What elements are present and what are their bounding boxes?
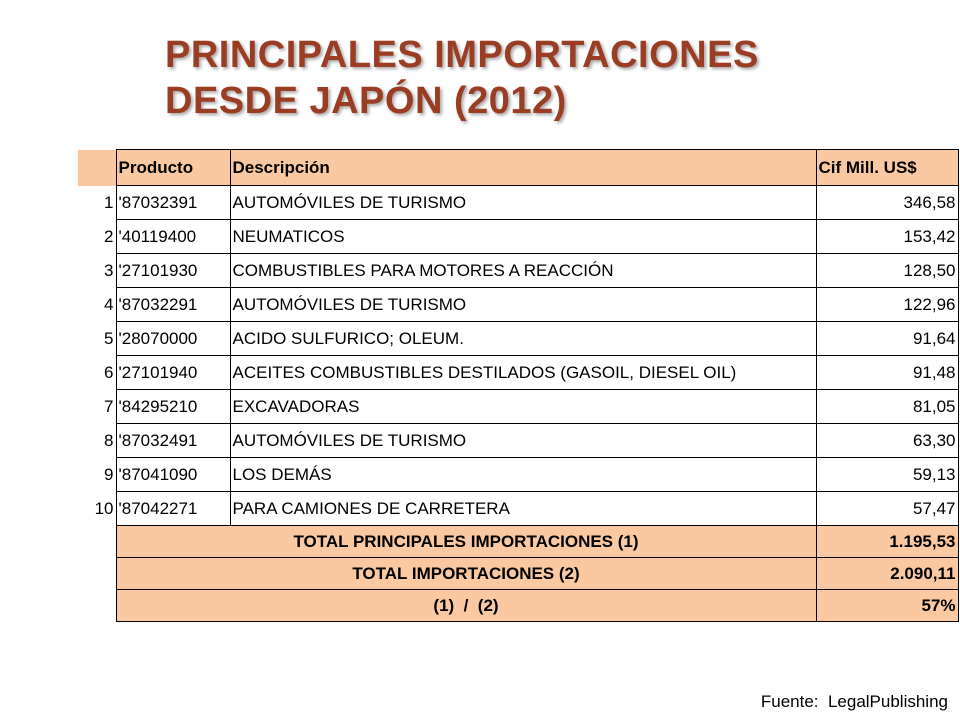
table-row bbox=[78, 492, 958, 526]
row-number-header bbox=[78, 150, 116, 186]
cif-value: 81,05 bbox=[816, 390, 958, 424]
page-title bbox=[165, 32, 759, 124]
table-header-row bbox=[78, 150, 958, 186]
cif-value: 57,47 bbox=[816, 492, 958, 526]
header-producto: Producto bbox=[116, 150, 230, 186]
row-number: 9 bbox=[78, 458, 116, 492]
imports-table bbox=[78, 149, 959, 622]
cif-value: 153,42 bbox=[816, 220, 958, 254]
cif-value: 63,30 bbox=[816, 424, 958, 458]
table-row bbox=[78, 356, 958, 390]
title-line-1: PRINCIPALES IMPORTACIONES bbox=[165, 34, 759, 76]
product-code: '28070000 bbox=[116, 322, 230, 356]
product-code: '27101940 bbox=[116, 356, 230, 390]
title-line-2: DESDE JAPÓN (2012) bbox=[165, 80, 567, 122]
product-description: NEUMATICOS bbox=[230, 220, 816, 254]
table-row bbox=[78, 254, 958, 288]
row-number: 4 bbox=[78, 288, 116, 322]
row-number: 7 bbox=[78, 390, 116, 424]
row-number: 8 bbox=[78, 424, 116, 458]
product-description: AUTOMÓVILES DE TURISMO bbox=[230, 186, 816, 220]
total-value: 1.195,53 bbox=[816, 526, 958, 558]
product-code: '87032291 bbox=[116, 288, 230, 322]
blank-cell bbox=[78, 590, 116, 622]
product-description: EXCAVADORAS bbox=[230, 390, 816, 424]
product-code: '27101930 bbox=[116, 254, 230, 288]
table-row bbox=[78, 424, 958, 458]
header-valor: Cif Mill. US$ bbox=[816, 150, 958, 186]
total-row-all bbox=[78, 558, 958, 590]
product-description: AUTOMÓVILES DE TURISMO bbox=[230, 288, 816, 322]
total-row-ratio bbox=[78, 590, 958, 622]
table-row bbox=[78, 288, 958, 322]
table-row bbox=[78, 220, 958, 254]
product-description: COMBUSTIBLES PARA MOTORES A REACCIÓN bbox=[230, 254, 816, 288]
total-label: TOTAL PRINCIPALES IMPORTACIONES (1) bbox=[116, 526, 816, 558]
total-row-principal bbox=[78, 526, 958, 558]
table-row bbox=[78, 390, 958, 424]
total-value: 57% bbox=[816, 590, 958, 622]
product-code: '87042271 bbox=[116, 492, 230, 526]
product-description: ACIDO SULFURICO; OLEUM. bbox=[230, 322, 816, 356]
row-number: 3 bbox=[78, 254, 116, 288]
blank-cell bbox=[78, 526, 116, 558]
cif-value: 128,50 bbox=[816, 254, 958, 288]
cif-value: 91,48 bbox=[816, 356, 958, 390]
product-description: PARA CAMIONES DE CARRETERA bbox=[230, 492, 816, 526]
cif-value: 59,13 bbox=[816, 458, 958, 492]
cif-value: 122,96 bbox=[816, 288, 958, 322]
total-label: (1) / (2) bbox=[116, 590, 816, 622]
header-descripcion: Descripción bbox=[230, 150, 816, 186]
row-number: 6 bbox=[78, 356, 116, 390]
product-description: ACEITES COMBUSTIBLES DESTILADOS (GASOIL, DIESEL OIL) bbox=[230, 356, 816, 390]
cif-value: 346,58 bbox=[816, 186, 958, 220]
product-code: '40119400 bbox=[116, 220, 230, 254]
table-row bbox=[78, 458, 958, 492]
product-description: LOS DEMÁS bbox=[230, 458, 816, 492]
product-code: '84295210 bbox=[116, 390, 230, 424]
source-note: Fuente: LegalPublishing bbox=[760, 692, 948, 711]
blank-cell bbox=[78, 558, 116, 590]
table-row bbox=[78, 322, 958, 356]
table-row bbox=[78, 186, 958, 220]
row-number: 1 bbox=[78, 186, 116, 220]
product-code: '87041090 bbox=[116, 458, 230, 492]
total-value: 2.090,11 bbox=[816, 558, 958, 590]
cif-value: 91,64 bbox=[816, 322, 958, 356]
product-code: '87032491 bbox=[116, 424, 230, 458]
product-code: '87032391 bbox=[116, 186, 230, 220]
row-number: 10 bbox=[78, 492, 116, 526]
product-description: AUTOMÓVILES DE TURISMO bbox=[230, 424, 816, 458]
row-number: 5 bbox=[78, 322, 116, 356]
total-label: TOTAL IMPORTACIONES (2) bbox=[116, 558, 816, 590]
row-number: 2 bbox=[78, 220, 116, 254]
